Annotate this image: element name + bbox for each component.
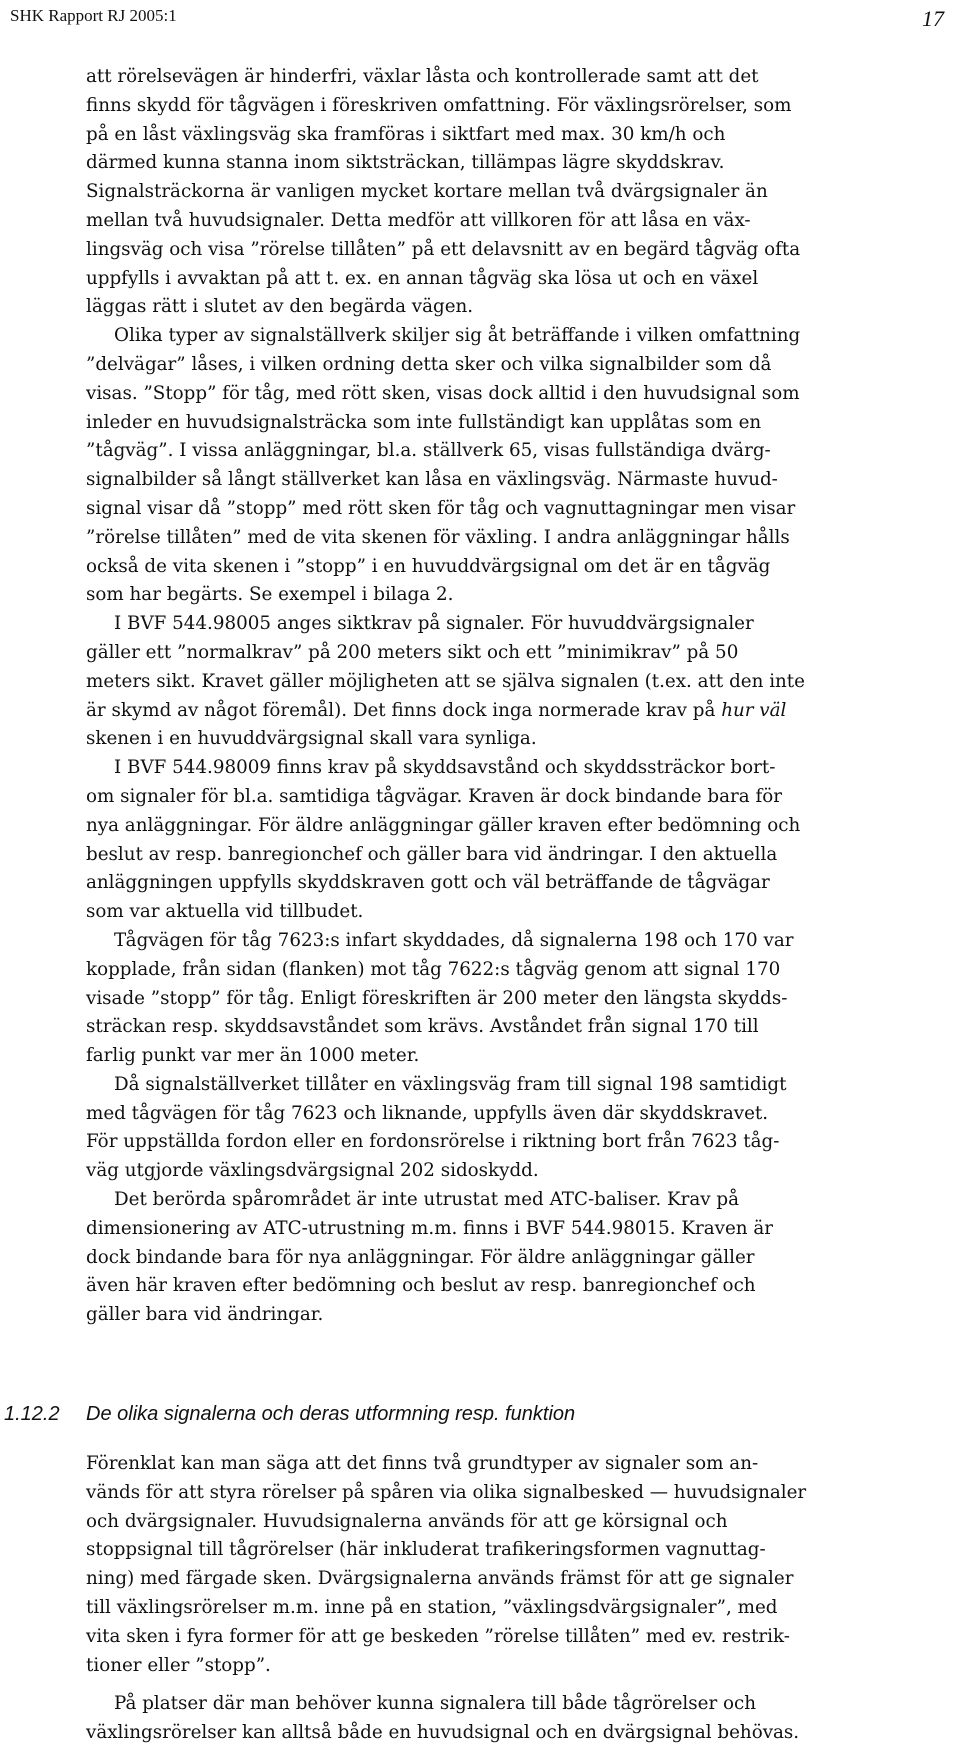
text-line: ”delvägar” låses, i vilken ordning detta sker och vilka signalbilder som då: [86, 353, 772, 375]
text-line: På platser där man behöver kunna signalera till både tågrörelser och: [114, 1693, 757, 1715]
text-line: därmed kunna stanna inom siktsträckan, tillämpas lägre skyddskrav.: [86, 152, 725, 174]
text-line: som var aktuella vid tillbudet.: [86, 901, 364, 923]
text-line: gäller ett ”normalkrav” på 200 meters sikt och ett ”minimikrav” på 50: [86, 641, 739, 663]
paragraph: [86, 1450, 946, 1680]
paragraph: [86, 1186, 946, 1330]
paragraph: [86, 63, 946, 322]
paragraph: [86, 322, 946, 610]
text-run: är skymd av något föremål). Det finns dock inga normerade krav på: [86, 699, 722, 721]
text-line-with-emphasis: [86, 697, 946, 726]
page-number: 17: [922, 6, 944, 31]
text-line: sträckan resp. skyddsavståndet som krävs. Avståndet från signal 170 till: [86, 1016, 759, 1038]
text-line: gäller bara vid ändringar.: [86, 1304, 324, 1326]
section-title: De olika signalerna och deras utformning resp. funktion: [86, 1403, 576, 1425]
paragraph: [86, 927, 946, 1071]
text-line: tioner eller ”stopp”.: [86, 1654, 271, 1676]
text-line: vänds för att styra rörelser på spåren via olika signalbesked — huvudsignaler: [86, 1481, 807, 1503]
section-number: 1.12.2: [4, 1403, 60, 1425]
text-line: visas. ”Stopp” för tåg, med rött sken, visas dock alltid i den huvudsignal som: [86, 382, 800, 404]
text-line: Tågvägen för tåg 7623:s infart skyddades, då signalerna 198 och 170 var: [114, 929, 794, 951]
text-line: Signalsträckorna är vanligen mycket kortare mellan två dvärgsignaler än: [86, 181, 768, 203]
text-line: Förenklat kan man säga att det finns två grundtyper av signaler som an-: [86, 1453, 759, 1474]
body-text: [86, 63, 946, 1330]
text-line: stoppsignal till tågrörelser (här inkluderat trafikeringsformen vagnuttag-: [86, 1539, 766, 1561]
section-heading: [4, 1403, 944, 1426]
paragraph: [86, 1071, 946, 1186]
text-line: som har begärts. Se exempel i bilaga 2.: [86, 584, 454, 606]
text-line: och dvärgsignaler. Huvudsignalerna används för att ge körsignal och: [86, 1510, 728, 1532]
section-body: [86, 1450, 946, 1748]
text-line: ”rörelse tillåten” med de vita skenen för växling. I andra anläggningar hålls: [86, 526, 790, 548]
text-line: ning) med färgade sken. Dvärgsignalerna används främst för att ge signaler: [86, 1568, 794, 1590]
text-line: växlingsrörelser kan alltså både en huvudsignal och en dvärgsignal behövas.: [86, 1722, 800, 1744]
text-line: ”tågväg”. I vissa anläggningar, bl.a. ställverk 65, visas fullständiga dvärg-: [86, 440, 771, 462]
paragraph: [86, 610, 946, 754]
text-line: I BVF 544.98009 finns krav på skyddsavstånd och skyddssträckor bort-: [114, 757, 776, 779]
text-line: signal visar då ”stopp” med rött sken för tåg och vagnuttagningar men visar: [86, 497, 796, 519]
text-line: dock bindande bara för nya anläggningar. För äldre anläggningar gäller: [86, 1246, 755, 1268]
text-line: Det berörda spårområdet är inte utrustat med ATC-baliser. Krav på: [114, 1189, 740, 1211]
text-line: För uppställda fordon eller en fordonsrörelse i riktning bort från 7623 tåg-: [86, 1131, 780, 1153]
text-line: läggas rätt i slutet av den begärda vägen.: [86, 296, 474, 318]
text-line: kopplade, från sidan (flanken) mot tåg 7622:s tågväg genom att signal 170: [86, 958, 781, 980]
text-line: signalbilder så långt ställverket kan låsa en växlingsväg. Närmaste huvud-: [86, 469, 778, 491]
text-line: även här kraven efter bedömning och beslut av resp. banregionchef och: [86, 1275, 756, 1297]
text-line: också de vita skenen i ”stopp” i en huvuddvärgsignal om det är en tågväg: [86, 555, 771, 577]
text-line: meters sikt. Kravet gäller möjligheten att se själva signalen (t.ex. att den inte: [86, 670, 805, 692]
text-line: I BVF 544.98005 anges siktkrav på signaler. För huvuddvärgsignaler: [114, 613, 754, 635]
text-line: visade ”stopp” för tåg. Enligt föreskriften är 200 meter den längsta skydds-: [86, 987, 788, 1009]
text-line: farlig punkt var mer än 1000 meter.: [86, 1045, 420, 1067]
text-line: dimensionering av ATC-utrustning m.m. finns i BVF 544.98015. Kraven är: [86, 1217, 774, 1239]
text-line: finns skydd för tågvägen i föreskriven omfattning. För växlingsrörelser, som: [86, 94, 792, 116]
paragraph: [86, 1690, 946, 1748]
text-line: uppfylls i avvaktan på att t. ex. en annan tågväg ska lösa ut och en växel: [86, 267, 759, 289]
text-line: till växlingsrörelser m.m. inne på en station, ”växlingsdvärgsignaler”, med: [86, 1596, 778, 1618]
text-line: med tågvägen för tåg 7623 och liknande, uppfylls även där skyddskravet.: [86, 1102, 769, 1124]
text-line: Olika typer av signalställverk skiljer sig åt beträffande i vilken omfattning: [114, 325, 801, 347]
paragraph-gap: [86, 1680, 946, 1690]
emphasis-text: hur väl: [721, 699, 787, 721]
text-line: på en låst växlingsväg ska framföras i siktfart med max. 30 km/h och: [86, 123, 726, 145]
text-line: om signaler för bl.a. samtidiga tågvägar. Kraven är dock bindande bara för: [86, 785, 782, 807]
text-line: att rörelsevägen är hinderfri, växlar låsta och kontrollerade samt att det: [86, 66, 759, 87]
report-id: SHK Rapport RJ 2005:1: [10, 6, 177, 25]
text-line: vita sken i fyra former för att ge beskeden ”rörelse tillåten” med ev. restrik-: [86, 1625, 790, 1647]
text-line: mellan två huvudsignaler. Detta medför att villkoren för att låsa en väx-: [86, 209, 751, 231]
paragraph: [86, 754, 946, 927]
text-line: lingsväg och visa ”rörelse tillåten” på ett delavsnitt av en begärd tågväg ofta: [86, 238, 801, 260]
text-line: nya anläggningar. För äldre anläggningar gäller kraven efter bedömning och: [86, 814, 801, 836]
text-line: skenen i en huvuddvärgsignal skall vara synliga.: [86, 728, 537, 750]
text-line: beslut av resp. banregionchef och gäller bara vid ändringar. I den aktuella: [86, 843, 778, 865]
text-line: anläggningen uppfylls skyddskraven gott och väl beträffande de tågvägar: [86, 872, 770, 894]
text-line: Då signalställverket tillåter en växlingsväg fram till signal 198 samtidigt: [114, 1073, 787, 1095]
text-line: väg utgjorde växlingsdvärgsignal 202 sidoskydd.: [86, 1160, 539, 1182]
text-line: inleder en huvudsignalsträcka som inte fullständigt kan upplåtas som en: [86, 411, 762, 433]
